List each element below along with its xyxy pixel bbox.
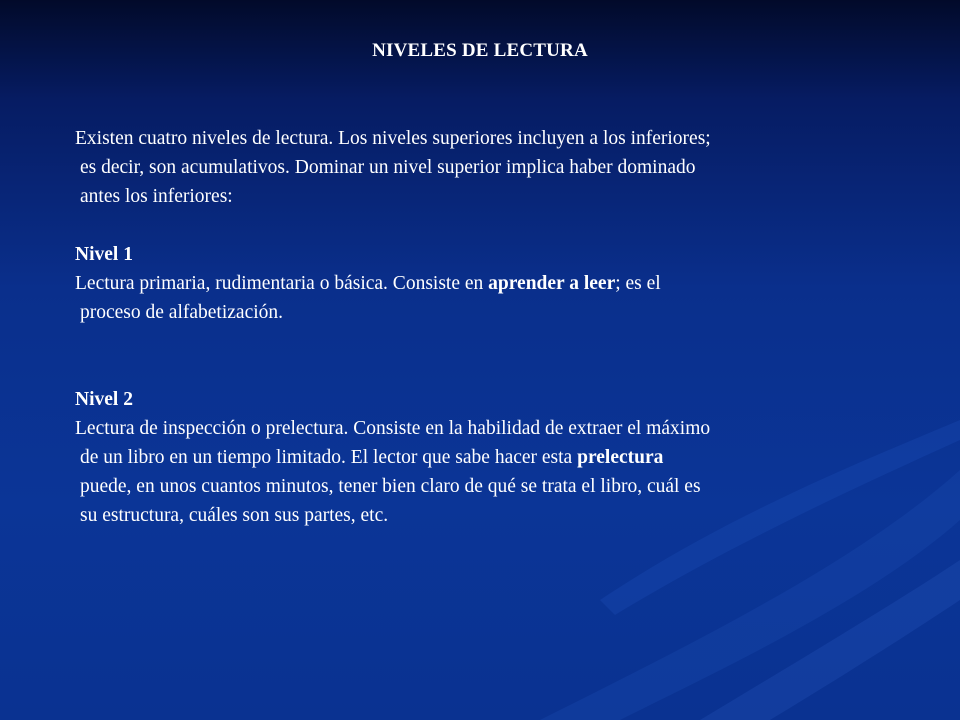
nivel-1-line-1-end: ; es el: [615, 273, 661, 294]
nivel-2-line-1: Lectura de inspección o prelectura. Consiste en la habilidad de extraer el máximo: [75, 418, 711, 439]
nivel-1-line-1: [75, 269, 875, 298]
nivel-2-line-3: puede, en unos cuantos minutos, tener bien claro de qué se trata el libro, cuál es: [80, 476, 701, 497]
nivel-1-line-2: proceso de alfabetización.: [80, 302, 284, 323]
nivel-2-emphasis: prelectura: [577, 447, 664, 468]
nivel-2-heading: Nivel 2: [75, 389, 133, 410]
nivel-1-emphasis: aprender a leer: [488, 273, 616, 294]
nivel-2-line-2-text: de un libro en un tiempo limitado. El lector que sabe hacer esta: [80, 447, 578, 468]
nivel-1-section: [75, 240, 875, 327]
slide-title: NIVELES DE LECTURA: [372, 40, 588, 61]
intro-line-1: Existen cuatro niveles de lectura. Los niveles superiores incluyen a los inferiores;: [75, 128, 711, 149]
nivel-2-line-4: su estructura, cuáles son sus partes, etc.: [80, 505, 389, 526]
nivel-2-section: [75, 385, 875, 530]
nivel-1-heading: Nivel 1: [75, 244, 133, 265]
nivel-2-line-2: [75, 443, 875, 472]
intro-line-3: antes los inferiores:: [80, 186, 233, 207]
intro-line-2: es decir, son acumulativos. Dominar un nivel superior implica haber dominado: [80, 157, 696, 178]
nivel-1-line-1-text: Lectura primaria, rudimentaria o básica. Consiste en: [75, 273, 489, 294]
intro-paragraph: [75, 124, 875, 211]
